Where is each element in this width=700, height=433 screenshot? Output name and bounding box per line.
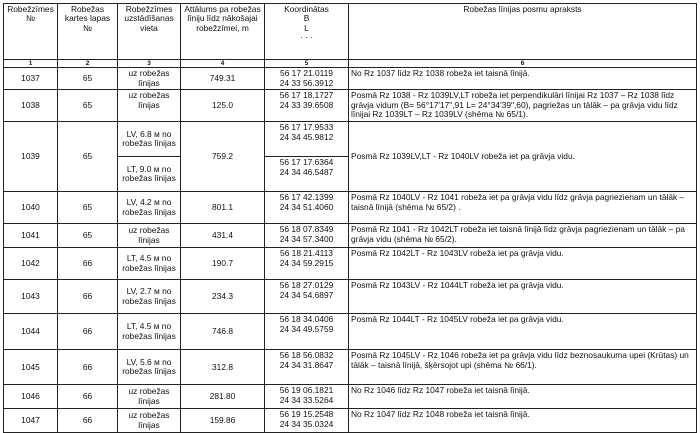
header-row xyxy=(4,4,697,60)
distance: 746.8 xyxy=(181,314,265,350)
install-place: uz robežas līnijas xyxy=(118,409,181,433)
coord-b: 56 18 21.4113 xyxy=(280,248,333,259)
map-sheet: 66 xyxy=(58,409,118,433)
segment-description: Posmā Rz 1039LV,LT - Rz 1040LV robeža iet pa grāvja vidu. xyxy=(349,122,697,192)
install-place: uz robežas līnijas xyxy=(118,68,181,90)
map-sheet: 66 xyxy=(58,248,118,280)
coord-b: 56 18 34.0406 xyxy=(279,314,334,325)
column-number: 2 xyxy=(58,60,118,68)
table-row xyxy=(4,68,697,90)
table-row xyxy=(4,192,697,224)
column-number: 5 xyxy=(265,60,349,68)
coord-b: 56 19 06.1821 xyxy=(279,385,334,396)
header-description: Robežas līnijas posmu apraksts xyxy=(349,4,697,60)
coord-l: 24 34 35.0324 xyxy=(279,418,334,429)
coord-l: 24 34 54.6897 xyxy=(279,289,334,300)
coord-l: 24 34 33.5264 xyxy=(279,394,334,405)
coordinates xyxy=(265,385,349,409)
coordinates xyxy=(265,248,349,280)
header-coordinates-dots: · · · xyxy=(299,32,314,43)
segment-description: Posmā Rz 1040LV - Rz 1041 robeža iet pa grāvja vidu līdz grāvja pagriezienam un tālāk – taisnā līnijā (shēma № 65/2) . xyxy=(349,192,697,224)
distance: 431.4 xyxy=(181,224,265,248)
map-sheet: 66 xyxy=(58,350,118,385)
header-map-sheet: Robežas kartes lapas № xyxy=(58,4,118,60)
segment-description: Posmā Rz 1043LV - Rz 1044LT robeža iet pa grāvja vidu. xyxy=(349,280,697,314)
coord-l: 24 33 56.3912 xyxy=(279,77,334,88)
table-row xyxy=(4,280,697,314)
column-number: 4 xyxy=(181,60,265,68)
coordinates xyxy=(265,192,349,224)
column-number: 1 xyxy=(4,60,58,68)
header-coordinates-l: L xyxy=(304,22,309,33)
install-place: LT, 4.5 м no robežas līnijas xyxy=(118,314,181,350)
install-place: LT, 4.5 м no robežas līnijas xyxy=(118,248,181,280)
map-sheet: 65 xyxy=(58,68,118,90)
coordinates xyxy=(265,314,349,350)
distance: 234.3 xyxy=(181,280,265,314)
table-row xyxy=(4,90,697,122)
distance: 759.2 xyxy=(181,122,265,192)
marker-number: 1046 xyxy=(4,385,58,409)
install-place: LT, 9.0 м no robežas līnijas xyxy=(118,157,181,192)
segment-description: Posmā Rz 1038 - Rz 1039LV,LT robeža iet perpendikulāri līnijai Rz 1037 – Rz 1038 līdz grāvja vidum (B= 56°17'17",91 L= 24°34'39",60), pagriežas un tālāk – pa grāvja vidu līdz līnijai Rz 1039LT – Rz 1039LV (shēma № 65/1). xyxy=(349,90,697,122)
coord-b: 56 17 17.6364 xyxy=(279,157,334,168)
header-distance: Attālums pa robežas līniju līdz nākošajai robežzīmei, m xyxy=(181,4,265,60)
coord-b: 56 17 18.1727 xyxy=(279,90,334,101)
map-sheet: 66 xyxy=(58,280,118,314)
coord-b: 56 17 21.0119 xyxy=(280,68,333,79)
segment-description: No Rz 1037 līdz Rz 1038 robeža iet taisnā līnijā. xyxy=(349,68,697,90)
map-sheet: 66 xyxy=(58,314,118,350)
marker-number: 1039 xyxy=(4,122,58,192)
segment-description: No Rz 1046 līdz Rz 1047 robeža iet taisnā līnijā. xyxy=(349,385,697,409)
coord-b: 56 19 15.2548 xyxy=(279,409,334,420)
header-install-place: Robežzīmes uzstādīšanas vieta xyxy=(118,4,181,60)
coordinates xyxy=(265,122,349,157)
distance: 801.1 xyxy=(181,192,265,224)
coord-l: 24 34 49.5759 xyxy=(279,323,334,334)
marker-number: 1038 xyxy=(4,90,58,122)
marker-number: 1043 xyxy=(4,280,58,314)
coord-l: 24 34 45.9812 xyxy=(279,131,334,142)
table-row xyxy=(4,314,697,350)
header-coordinates-title: Koordinātas xyxy=(284,4,329,14)
marker-number: 1047 xyxy=(4,409,58,433)
header-coordinates xyxy=(265,4,349,60)
distance: 312.8 xyxy=(181,350,265,385)
marker-number: 1045 xyxy=(4,350,58,385)
segment-description: Posmā Rz 1045LV - Rz 1046 robeža iet pa grāvja vidu līdz beznosaukuma upei (Krūtas) un tālāk – taisnā līnijā, šķērsojot upi (shēma № 66/1). xyxy=(349,350,697,385)
coord-b: 56 17 17.9533 xyxy=(279,122,334,133)
map-sheet: 65 xyxy=(58,192,118,224)
table-row xyxy=(4,224,697,248)
coord-b: 56 18 27.0129 xyxy=(279,280,334,291)
distance: 190.7 xyxy=(181,248,265,280)
install-place: LV, 2.7 м no robežas līnijas xyxy=(118,280,181,314)
column-number-row xyxy=(4,60,697,68)
coord-l: 24 34 59.2915 xyxy=(279,257,334,268)
marker-number: 1041 xyxy=(4,224,58,248)
table-row xyxy=(4,350,697,385)
coord-l: 24 33 39.6508 xyxy=(279,99,334,110)
coord-l: 24 34 46.5487 xyxy=(279,166,334,177)
column-number: 6 xyxy=(349,60,697,68)
marker-number: 1044 xyxy=(4,314,58,350)
table-row xyxy=(4,409,697,433)
coord-l: 24 34 31.8647 xyxy=(279,359,334,370)
coordinates xyxy=(265,90,349,122)
install-place: uz robežas līnijas xyxy=(118,90,181,122)
distance: 281.80 xyxy=(181,385,265,409)
coord-b: 56 18 56.0832 xyxy=(279,350,334,361)
install-place: LV, 4.2 м no robežas līnijas xyxy=(118,192,181,224)
distance: 125.0 xyxy=(181,90,265,122)
marker-number: 1040 xyxy=(4,192,58,224)
segment-description: Posmā Rz 1042LT - Rz 1043LV robeža iet pa grāvja vidu. xyxy=(349,248,697,280)
coordinates xyxy=(265,350,349,385)
install-place: LV, 6.8 м no robežas līnijas xyxy=(118,122,181,157)
coordinates xyxy=(265,224,349,248)
column-number: 3 xyxy=(118,60,181,68)
map-sheet: 66 xyxy=(58,385,118,409)
boundary-markers-table xyxy=(3,3,697,433)
coordinates xyxy=(265,157,349,192)
coordinates xyxy=(265,68,349,90)
header-marker-number: Robežzīmes № xyxy=(4,4,58,60)
marker-number: 1037 xyxy=(4,68,58,90)
coord-b: 56 18 07.8349 xyxy=(279,224,334,235)
table-row xyxy=(4,385,697,409)
map-sheet: 65 xyxy=(58,224,118,248)
page xyxy=(3,3,697,433)
coord-b: 56 17 42.1399 xyxy=(279,192,334,203)
table-row xyxy=(4,122,697,157)
header-coordinates-b: B xyxy=(303,13,310,24)
install-place: uz robežas līnijas xyxy=(118,224,181,248)
coordinates xyxy=(265,280,349,314)
install-place: LV, 5.6 м no robežas līnijas xyxy=(118,350,181,385)
map-sheet: 65 xyxy=(58,90,118,122)
coord-l: 24 34 57.3400 xyxy=(279,233,334,244)
table-row xyxy=(4,248,697,280)
segment-description: No Rz 1047 līdz Rz 1048 robeža iet taisnā līnijā. xyxy=(349,409,697,433)
segment-description: Posmā Rz 1044LT - Rz 1045LV robeža iet pa grāvja vidu. xyxy=(349,314,697,350)
coord-l: 24 34 51.4060 xyxy=(279,201,334,212)
coordinates xyxy=(265,409,349,433)
segment-description: Posmā Rz 1041 - Rz 1042LT robeža iet taisnā līnijā līdz grāvja pagriezienam un tālāk – pa grāvja vidu (shēma № 65/2). xyxy=(349,224,697,248)
distance: 749.31 xyxy=(181,68,265,90)
marker-number: 1042 xyxy=(4,248,58,280)
install-place: uz robežas līnijas xyxy=(118,385,181,409)
map-sheet: 65 xyxy=(58,122,118,192)
distance: 159.86 xyxy=(181,409,265,433)
